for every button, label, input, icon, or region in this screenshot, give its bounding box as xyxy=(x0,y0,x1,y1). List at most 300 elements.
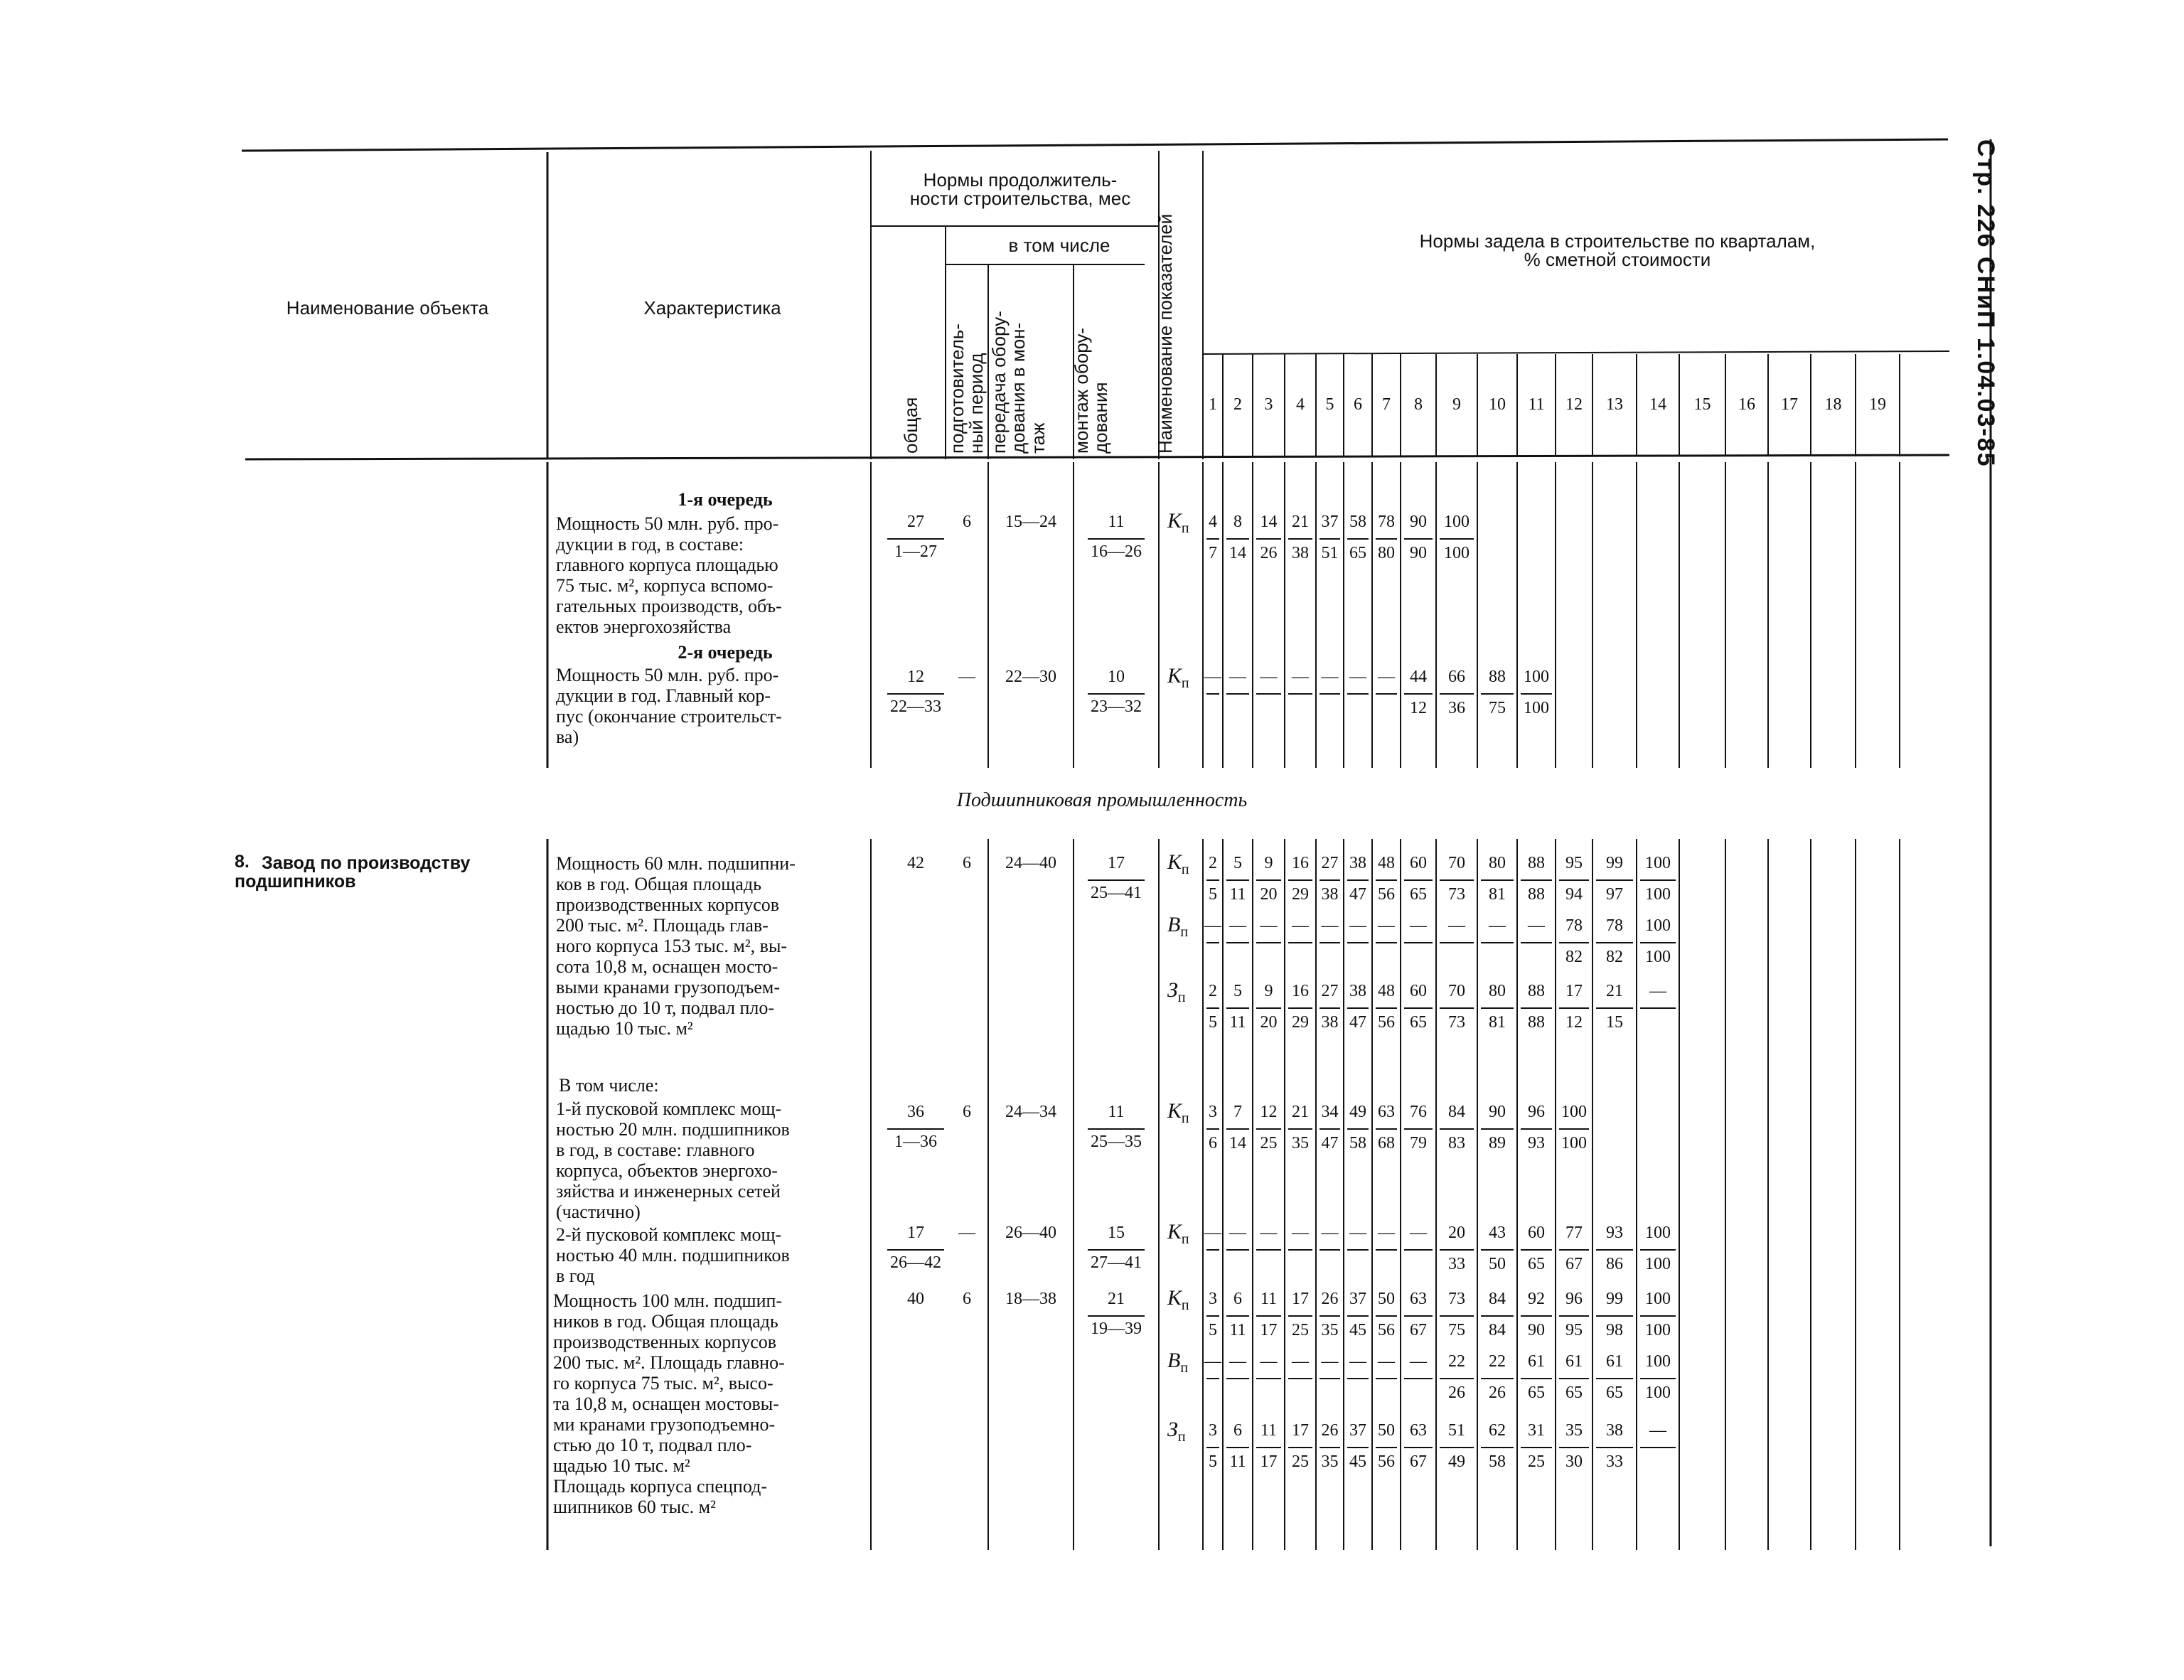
main-K-row1-q10: 80 xyxy=(1489,854,1506,872)
stage1-row1-q3: 14 xyxy=(1260,513,1278,531)
stage1-total-denominator: 1—27 xyxy=(894,542,937,561)
pc1-prep: 6 xyxy=(963,1103,971,1121)
quarter-header-19: 19 xyxy=(1869,395,1886,414)
main-K-row1-q5: 27 xyxy=(1321,854,1339,872)
alt-K-row2-q12: 95 xyxy=(1565,1321,1583,1339)
alt-V-indicator-subscript: п xyxy=(1180,1360,1189,1376)
alt-handover: 18—38 xyxy=(1005,1290,1056,1308)
alt-Z-row2-q13: 33 xyxy=(1606,1452,1623,1471)
main-Z-indicator-subscript: п xyxy=(1177,990,1186,1005)
main-K-row2-q5: 38 xyxy=(1321,885,1339,904)
stage2-row1-q6: — xyxy=(1349,668,1366,686)
alt-K-row2-q9: 75 xyxy=(1448,1321,1465,1339)
alt-Z-row2-q7: 56 xyxy=(1378,1452,1395,1471)
main-K-row2-q2: 11 xyxy=(1229,885,1246,904)
alt-V-row1-q5: — xyxy=(1321,1352,1339,1371)
main-V-row1-q11: — xyxy=(1528,916,1545,935)
pc2-row1-q10: 43 xyxy=(1489,1224,1506,1242)
stage2-install-denominator: 23—32 xyxy=(1091,697,1142,716)
main-K-row2-q8: 65 xyxy=(1410,885,1427,904)
main-K-row1-q11: 88 xyxy=(1528,854,1545,872)
pc1-indicator-subscript: п xyxy=(1181,1111,1189,1126)
main-K-indicator-subscript: п xyxy=(1181,862,1189,877)
quarter-header-14: 14 xyxy=(1649,395,1666,414)
stage1-row1-q4: 21 xyxy=(1292,513,1309,531)
main-V-row1-q6: — xyxy=(1349,916,1366,935)
pc2-handover: 26—40 xyxy=(1005,1224,1056,1242)
quarter-header-8: 8 xyxy=(1414,395,1423,414)
header-handover-line-2: дования в мон- xyxy=(1007,322,1029,454)
main-V-indicator-subscript: п xyxy=(1180,924,1189,940)
header-handover-line-1: передача обору- xyxy=(988,311,1010,454)
pc2-row1-q8: — xyxy=(1410,1224,1427,1242)
stage1-install-numerator: 11 xyxy=(1108,513,1125,531)
alt-V-row2-q13: 65 xyxy=(1606,1384,1623,1402)
main-K-indicator xyxy=(1167,852,1189,877)
quarter-header-rule xyxy=(1203,351,1949,354)
quarter-header-16: 16 xyxy=(1738,395,1755,414)
alt-Z-row1-q5: 26 xyxy=(1321,1421,1339,1440)
alt-K-row2-q10: 84 xyxy=(1489,1321,1506,1339)
header-preparatory-line-2: ный период xyxy=(965,353,987,454)
main-V-row1-q14: 100 xyxy=(1645,916,1671,935)
alt-Z-indicator xyxy=(1167,1419,1186,1444)
main-V-row1-q2: — xyxy=(1229,916,1246,935)
header-including: в том числе xyxy=(1008,235,1110,256)
alt-Z-indicator-subscript: п xyxy=(1177,1429,1186,1445)
main-K-row2-q11: 88 xyxy=(1528,885,1545,904)
alt-Z-row2-q3: 17 xyxy=(1260,1452,1278,1471)
main-Z-row1-q6: 38 xyxy=(1349,982,1366,1000)
pc1-row1-q6: 49 xyxy=(1349,1103,1366,1121)
alt-V-row2-q11: 65 xyxy=(1528,1384,1545,1402)
main-Z-row1-q13: 21 xyxy=(1606,982,1623,1000)
alt-total: 40 xyxy=(907,1290,924,1308)
quarter-header-10: 10 xyxy=(1489,395,1506,414)
alt-Z-row1-q13: 38 xyxy=(1606,1421,1623,1440)
header-installation-line-2: дования xyxy=(1090,382,1112,454)
stage2-row1-q2: — xyxy=(1229,668,1246,686)
main-V-row2-q14: 100 xyxy=(1645,948,1671,966)
alt-install-numerator: 21 xyxy=(1108,1290,1125,1308)
stage2-handover: 22—30 xyxy=(1005,668,1056,686)
pc1-row2-q4: 35 xyxy=(1292,1134,1309,1152)
alt-Z-indicator-letter: З xyxy=(1167,1418,1178,1441)
pc2-row1-q2: — xyxy=(1229,1224,1246,1242)
alt-V-row1-q2: — xyxy=(1229,1352,1246,1371)
alt-description: Мощность 100 млн. подшип- ников в год. Общая площадь производственных корпусов 200 тыс. м². Площадь главно- го корпуса 75 тыс. м², высо- та 10,8 м, оснащен мостовы- ми кранами грузоподъемно- стью до 10 т, подвал пло- щадью 10 тыс. м² Площадь корпуса спецпод- шипников 60 тыс. м² xyxy=(553,1290,785,1517)
main-Z-row1-q3: 9 xyxy=(1264,982,1273,1000)
header-preparatory xyxy=(948,323,987,454)
pc2-row1-q11: 60 xyxy=(1528,1224,1545,1242)
main-Z-row2-q7: 56 xyxy=(1378,1013,1395,1032)
alt-K-row2-q2: 11 xyxy=(1229,1321,1246,1339)
stage2-row1-q9: 66 xyxy=(1448,668,1465,686)
alt-Z-row2-q12: 30 xyxy=(1565,1452,1583,1471)
quarter-header-6: 6 xyxy=(1354,395,1362,414)
alt-V-row1-q1: — xyxy=(1204,1352,1221,1371)
main-V-row1-q12: 78 xyxy=(1565,916,1583,935)
main-Z-row2-q12: 12 xyxy=(1565,1013,1583,1032)
alt-V-row1-q4: — xyxy=(1292,1352,1309,1371)
header-indicator-name: Наименование показателей xyxy=(1155,213,1176,454)
main-Z-row2-q11: 88 xyxy=(1528,1013,1545,1032)
pc1-description: 1-й пусковой комплекс мощ- ностью 20 млн. подшипников в год, в составе: главного корпуса, объектов энергохо- зяйства и инженерных сетей (частично) xyxy=(556,1098,790,1222)
main-K-row2-q13: 97 xyxy=(1606,885,1623,904)
quarter-header-11: 11 xyxy=(1528,395,1545,414)
pc1-indicator xyxy=(1167,1101,1189,1125)
alt-V-indicator xyxy=(1167,1350,1188,1375)
main-V-indicator xyxy=(1167,914,1188,939)
stage1-indicator xyxy=(1167,510,1189,535)
alt-K-row2-q1: 5 xyxy=(1209,1321,1217,1339)
pc2-row1-q14: 100 xyxy=(1645,1224,1671,1242)
alt-Z-row1-q14: — xyxy=(1649,1421,1666,1440)
pc2-install-denominator: 27—41 xyxy=(1091,1253,1142,1272)
stage1-row2-q8: 90 xyxy=(1410,544,1427,562)
stage2-install-numerator: 10 xyxy=(1108,668,1125,686)
alt-K-row2-q13: 98 xyxy=(1606,1321,1623,1339)
main-Z-row2-q1: 5 xyxy=(1209,1013,1217,1032)
main-Z-row1-q14: — xyxy=(1649,982,1666,1000)
stage2-row1-q7: — xyxy=(1378,668,1395,686)
header-bottom-rule xyxy=(245,455,1949,459)
pc2-row2-q12: 67 xyxy=(1565,1255,1583,1273)
pc1-row2-q3: 25 xyxy=(1260,1134,1278,1152)
stage2-row1-q3: — xyxy=(1260,668,1278,686)
main-Z-row2-q3: 20 xyxy=(1260,1013,1278,1032)
main-V-row1-q4: — xyxy=(1292,916,1309,935)
alt-K-row2-q14: 100 xyxy=(1645,1321,1671,1339)
alt-K-row1-q2: 6 xyxy=(1233,1290,1242,1308)
header-handover-line-3: таж xyxy=(1027,422,1049,454)
pc1-handover: 24—34 xyxy=(1005,1103,1056,1121)
main-Z-row1-q11: 88 xyxy=(1528,982,1545,1000)
pc2-indicator-letter: К xyxy=(1167,1220,1182,1243)
main-K-row1-q3: 9 xyxy=(1264,854,1273,872)
main-K-indicator-letter: К xyxy=(1167,850,1182,874)
stage1-prep: 6 xyxy=(963,513,971,531)
pc2-row1-q4: — xyxy=(1292,1224,1309,1242)
stage1-row2-q3: 26 xyxy=(1260,544,1278,562)
pc2-row2-q11: 65 xyxy=(1528,1255,1545,1273)
alt-K-row1-q1: 3 xyxy=(1209,1290,1217,1308)
alt-K-row1-q6: 37 xyxy=(1349,1290,1366,1308)
alt-K-row1-q13: 99 xyxy=(1606,1290,1623,1308)
pc2-row2-q13: 86 xyxy=(1606,1255,1623,1273)
alt-K-row1-q4: 17 xyxy=(1292,1290,1309,1308)
pc2-install-numerator: 15 xyxy=(1108,1224,1125,1242)
top-rule xyxy=(242,139,1948,151)
alt-V-row1-q11: 61 xyxy=(1528,1352,1545,1371)
pc1-row2-q1: 6 xyxy=(1209,1134,1217,1152)
alt-K-row1-q12: 96 xyxy=(1565,1290,1583,1308)
stage2-row2-q11: 100 xyxy=(1524,699,1549,717)
pc2-row1-q1: — xyxy=(1204,1224,1221,1242)
main-K-row1-q9: 70 xyxy=(1448,854,1465,872)
header-duration-line-2: ности строительства, мес xyxy=(909,188,1131,209)
alt-Z-row2-q8: 67 xyxy=(1410,1452,1427,1471)
alt-Z-row1-q9: 51 xyxy=(1448,1421,1465,1440)
stage2-row2-q10: 75 xyxy=(1489,699,1506,717)
main-prep: 6 xyxy=(963,854,971,872)
main-V-row1-q7: — xyxy=(1378,916,1395,935)
alt-K-row2-q4: 25 xyxy=(1292,1321,1309,1339)
alt-Z-row2-q4: 25 xyxy=(1292,1452,1309,1471)
pc2-indicator xyxy=(1167,1221,1189,1246)
main-Z-row1-q7: 48 xyxy=(1378,982,1395,1000)
stage2-total-denominator: 22—33 xyxy=(890,697,941,716)
main-V-row1-q1: — xyxy=(1204,916,1221,935)
quarter-header-9: 9 xyxy=(1452,395,1461,414)
stage1-row2-q4: 38 xyxy=(1292,544,1309,562)
pc2-row1-q12: 77 xyxy=(1565,1224,1583,1242)
pc2-description: 2-й пусковой комплекс мощ- ностью 40 млн. подшипников в год xyxy=(556,1224,790,1286)
main-V-row1-q10: — xyxy=(1489,916,1506,935)
main-Z-row2-q10: 81 xyxy=(1489,1013,1506,1032)
main-K-row1-q13: 99 xyxy=(1606,854,1623,872)
pc1-total-denominator: 1—36 xyxy=(894,1133,937,1151)
stage1-row1-q1: 4 xyxy=(1209,513,1217,531)
pc1-row1-q7: 63 xyxy=(1378,1103,1395,1121)
quarter-header-2: 2 xyxy=(1233,395,1242,414)
alt-V-row1-q7: — xyxy=(1378,1352,1395,1371)
main-Z-row1-q1: 2 xyxy=(1209,982,1217,1000)
alt-Z-row2-q11: 25 xyxy=(1528,1452,1545,1471)
alt-V-row1-q9: 22 xyxy=(1448,1352,1465,1371)
main-V-row1-q5: — xyxy=(1321,916,1339,935)
alt-K-row1-q7: 50 xyxy=(1378,1290,1395,1308)
stage1-row1-q5: 37 xyxy=(1321,513,1339,531)
header-backlog-norms xyxy=(1420,232,1816,269)
stage2-total-numerator: 12 xyxy=(907,668,924,686)
stage1-row1-q2: 8 xyxy=(1233,513,1242,531)
including-label: В том числе: xyxy=(559,1075,659,1096)
pc1-row2-q10: 89 xyxy=(1489,1134,1506,1152)
main-Z-indicator xyxy=(1167,980,1186,1005)
alt-K-row2-q3: 17 xyxy=(1260,1321,1278,1339)
pc1-row2-q7: 68 xyxy=(1378,1134,1395,1152)
alt-Z-row2-q6: 45 xyxy=(1349,1452,1366,1471)
stage2-indicator-letter: К xyxy=(1167,664,1182,687)
main-total: 42 xyxy=(907,854,924,872)
stage2-row1-q1: — xyxy=(1204,668,1221,686)
stage2-row1-q10: 88 xyxy=(1489,668,1506,686)
page-label: Стр. 226 СНиП 1.04.03-85 xyxy=(1972,139,1999,468)
stage1-handover: 15—24 xyxy=(1005,513,1056,531)
alt-K-indicator xyxy=(1167,1288,1189,1312)
pc1-total-numerator: 36 xyxy=(907,1103,924,1121)
stage1-row2-q6: 65 xyxy=(1349,544,1366,562)
main-V-row2-q13: 82 xyxy=(1606,948,1623,966)
stage1-row1-q6: 58 xyxy=(1349,513,1366,531)
alt-Z-row2-q1: 5 xyxy=(1209,1452,1217,1471)
stage1-indicator-letter: К xyxy=(1167,509,1182,533)
alt-Z-row2-q2: 11 xyxy=(1229,1452,1246,1471)
pc1-indicator-letter: К xyxy=(1167,1099,1182,1123)
section-title: Подшипниковая промышленность xyxy=(956,789,1248,811)
pc1-row1-q8: 76 xyxy=(1410,1103,1427,1121)
stage1-indicator-subscript: п xyxy=(1181,520,1189,536)
main-K-row2-q1: 5 xyxy=(1209,885,1217,904)
main-install-numerator: 17 xyxy=(1108,854,1125,872)
alt-V-row1-q13: 61 xyxy=(1606,1352,1623,1371)
alt-Z-row2-q5: 35 xyxy=(1321,1452,1339,1471)
alt-V-row2-q14: 100 xyxy=(1645,1384,1671,1402)
main-Z-row2-q9: 73 xyxy=(1448,1013,1465,1032)
alt-V-indicator-letter: В xyxy=(1167,1349,1181,1372)
quarter-header-1: 1 xyxy=(1209,395,1217,414)
main-Z-row1-q2: 5 xyxy=(1233,982,1242,1000)
alt-prep: 6 xyxy=(963,1290,971,1308)
pc1-row1-q1: 3 xyxy=(1209,1103,1217,1121)
main-description: Мощность 60 млн. подшипни- ков в год. Общая площадь производственных корпусов 200 тыс. м². Площадь глав- ного корпуса 153 тыс. м², вы- сота 10,8 м, оснащен мосто- выми кранами грузоподъем- ностью до 10 т, подвал пло- щадью 10 тыс. м² xyxy=(556,853,796,1039)
header-installation-line-1: монтаж обору- xyxy=(1071,327,1092,454)
main-Z-row1-q9: 70 xyxy=(1448,982,1465,1000)
pc1-row1-q9: 84 xyxy=(1448,1103,1465,1121)
alt-K-row2-q7: 56 xyxy=(1378,1321,1395,1339)
alt-K-row2-q6: 45 xyxy=(1349,1321,1366,1339)
header-characteristic: Характеристика xyxy=(643,297,781,319)
main-Z-indicator-letter: З xyxy=(1167,978,1178,1002)
stage2-title: 2-я очередь xyxy=(678,642,773,663)
alt-Z-row1-q10: 62 xyxy=(1489,1421,1506,1440)
header-total: общая xyxy=(900,397,921,454)
pc1-row1-q11: 96 xyxy=(1528,1103,1545,1121)
stage2-row2-q8: 12 xyxy=(1410,699,1427,717)
pc1-row1-q4: 21 xyxy=(1292,1103,1309,1121)
main-K-row1-q4: 16 xyxy=(1292,854,1309,872)
quarter-header-7: 7 xyxy=(1382,395,1391,414)
alt-K-row1-q10: 84 xyxy=(1489,1290,1506,1308)
stage1-row1-q7: 78 xyxy=(1378,513,1395,531)
main-Z-row2-q5: 38 xyxy=(1321,1013,1339,1032)
main-K-row2-q12: 94 xyxy=(1565,885,1583,904)
quarter-header-4: 4 xyxy=(1296,395,1305,414)
alt-Z-row1-q12: 35 xyxy=(1565,1421,1583,1440)
main-K-row1-q6: 38 xyxy=(1349,854,1366,872)
header-equipment-installation xyxy=(1072,328,1111,454)
pc1-row2-q8: 79 xyxy=(1410,1134,1427,1152)
quarter-header-13: 13 xyxy=(1606,395,1623,414)
alt-K-row1-q14: 100 xyxy=(1645,1290,1671,1308)
stage1-install-denominator: 16—26 xyxy=(1091,542,1142,561)
stage1-description: Мощность 50 млн. руб. про- дукции в год, в составе: главного корпуса площадью 75 тыс. м², корпуса вспомо- гательных производств, объ- ектов энергохозяйства xyxy=(556,513,782,637)
pc1-install-denominator: 25—35 xyxy=(1091,1133,1142,1151)
pc2-row1-q13: 93 xyxy=(1606,1224,1623,1242)
alt-install-denominator: 19—39 xyxy=(1091,1320,1142,1338)
main-Z-row2-q6: 47 xyxy=(1349,1013,1366,1032)
main-K-row1-q7: 48 xyxy=(1378,854,1395,872)
main-K-row1-q14: 100 xyxy=(1645,854,1671,872)
alt-K-row1-q9: 73 xyxy=(1448,1290,1465,1308)
alt-Z-row1-q1: 3 xyxy=(1209,1421,1217,1440)
pc2-total-numerator: 17 xyxy=(907,1224,924,1242)
pc1-row1-q5: 34 xyxy=(1321,1103,1339,1121)
alt-V-row1-q3: — xyxy=(1260,1352,1278,1371)
main-K-row1-q8: 60 xyxy=(1410,854,1427,872)
main-Z-row1-q5: 27 xyxy=(1321,982,1339,1000)
alt-K-row1-q11: 92 xyxy=(1528,1290,1545,1308)
stage2-row1-q5: — xyxy=(1321,668,1339,686)
alt-K-row1-q8: 63 xyxy=(1410,1290,1427,1308)
header-preparatory-line-1: подготовитель- xyxy=(946,323,968,454)
stage2-row1-q4: — xyxy=(1292,668,1309,686)
stage1-row2-q9: 100 xyxy=(1444,544,1470,562)
main-Z-row2-q13: 15 xyxy=(1606,1013,1623,1032)
alt-Z-row1-q3: 11 xyxy=(1260,1421,1278,1440)
alt-K-indicator-subscript: п xyxy=(1181,1298,1189,1313)
quarter-header-15: 15 xyxy=(1693,395,1711,414)
pc1-row2-q6: 58 xyxy=(1349,1134,1366,1152)
pc2-row1-q3: — xyxy=(1260,1224,1278,1242)
alt-Z-row2-q10: 58 xyxy=(1489,1452,1506,1471)
main-K-row1-q1: 2 xyxy=(1209,854,1217,872)
main-V-indicator-letter: В xyxy=(1167,913,1181,936)
alt-K-row2-q8: 67 xyxy=(1410,1321,1427,1339)
pc2-row1-q7: — xyxy=(1378,1224,1395,1242)
alt-Z-row2-q9: 49 xyxy=(1448,1452,1465,1471)
stage1-row2-q5: 51 xyxy=(1321,544,1339,562)
object-name-line-2: подшипников xyxy=(235,872,356,892)
quarter-header-5: 5 xyxy=(1325,395,1334,414)
main-Z-row2-q2: 11 xyxy=(1229,1013,1246,1032)
alt-Z-row1-q8: 63 xyxy=(1410,1421,1427,1440)
alt-K-row1-q3: 11 xyxy=(1260,1290,1278,1308)
quarter-header-17: 17 xyxy=(1781,395,1798,414)
stage2-row2-q9: 36 xyxy=(1448,699,1465,717)
pc1-row2-q2: 14 xyxy=(1229,1134,1246,1152)
stage1-total-numerator: 27 xyxy=(907,513,924,531)
alt-V-row2-q9: 26 xyxy=(1448,1384,1465,1402)
pc1-row2-q11: 93 xyxy=(1528,1134,1545,1152)
pc2-row1-q9: 20 xyxy=(1448,1224,1465,1242)
header-equipment-handover xyxy=(990,311,1048,454)
main-K-row2-q14: 100 xyxy=(1645,885,1671,904)
main-install-denominator: 25—41 xyxy=(1091,884,1142,902)
object-number: 8. xyxy=(235,852,250,872)
pc2-row1-q5: — xyxy=(1321,1224,1339,1242)
alt-K-indicator-letter: К xyxy=(1167,1286,1182,1310)
stage2-indicator xyxy=(1167,665,1189,690)
alt-V-row1-q6: — xyxy=(1349,1352,1366,1371)
main-K-row2-q7: 56 xyxy=(1378,885,1395,904)
quarter-header-3: 3 xyxy=(1264,395,1273,414)
alt-Z-row1-q7: 50 xyxy=(1378,1421,1395,1440)
pc2-total-denominator: 26—42 xyxy=(890,1253,941,1272)
main-K-row2-q9: 73 xyxy=(1448,885,1465,904)
main-K-row1-q2: 5 xyxy=(1233,854,1242,872)
main-V-row1-q13: 78 xyxy=(1606,916,1623,935)
alt-V-row1-q12: 61 xyxy=(1565,1352,1583,1371)
stage2-prep: — xyxy=(958,668,975,686)
stage1-row1-q8: 90 xyxy=(1410,513,1427,531)
stage2-row1-q8: 44 xyxy=(1410,668,1427,686)
stage1-row2-q1: 7 xyxy=(1209,544,1217,562)
alt-V-row1-q8: — xyxy=(1410,1352,1427,1371)
header-duration-line-1: Нормы продолжитель- xyxy=(923,169,1118,191)
main-K-row2-q4: 29 xyxy=(1292,885,1309,904)
alt-K-row1-q5: 26 xyxy=(1321,1290,1339,1308)
pc2-row2-q9: 33 xyxy=(1448,1255,1465,1273)
quarter-header-18: 18 xyxy=(1824,395,1842,414)
pc1-row2-q5: 47 xyxy=(1321,1134,1339,1152)
alt-Z-row1-q6: 37 xyxy=(1349,1421,1366,1440)
pc1-install-numerator: 11 xyxy=(1108,1103,1125,1121)
main-handover: 24—40 xyxy=(1005,854,1056,872)
alt-K-row2-q11: 90 xyxy=(1528,1321,1545,1339)
main-K-row2-q10: 81 xyxy=(1489,885,1506,904)
